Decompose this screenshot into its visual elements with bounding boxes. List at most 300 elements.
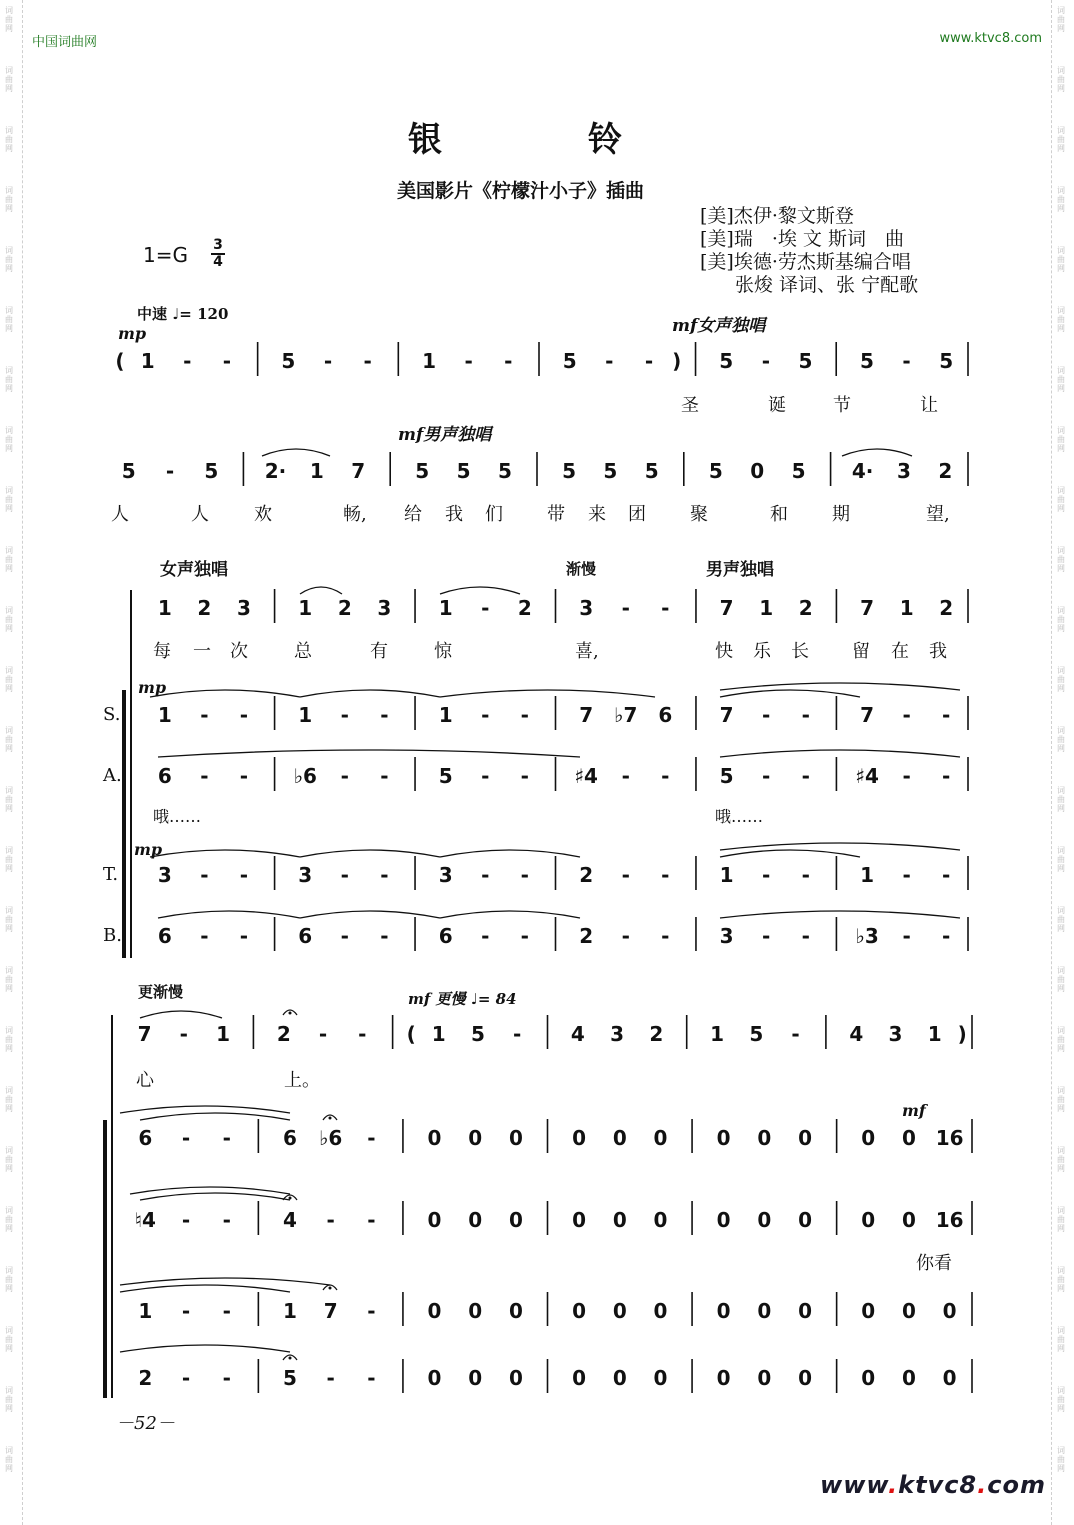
tie-arc <box>158 750 580 757</box>
margin-watermark-text: 词曲网 <box>5 486 13 513</box>
system2-note: 1 <box>309 459 324 483</box>
tenor-note: 0 <box>468 1299 483 1323</box>
soprano-note: 6 <box>138 1126 153 1150</box>
tie-arc <box>720 850 860 857</box>
system3-solo-note: 2 <box>939 596 954 620</box>
system4-solo-note: - <box>318 1022 328 1046</box>
margin-watermark-text: 词曲网 <box>1057 1146 1065 1173</box>
system1-note: 5 <box>562 349 577 373</box>
margin-watermark-text: 词曲网 <box>5 246 13 273</box>
bass-note: 0 <box>861 1366 876 1390</box>
tenor-note: - <box>942 863 951 887</box>
lyric: 畅, <box>343 504 367 525</box>
tie-arc <box>140 1113 290 1120</box>
bass-note: - <box>181 1366 191 1390</box>
margin-watermark-text: 词曲网 <box>5 546 13 573</box>
bass-note: 6 <box>157 924 172 948</box>
tenor-note: - <box>340 863 349 887</box>
margin-watermark-text: 词曲网 <box>5 366 13 393</box>
tie-arc <box>720 750 960 757</box>
soprano-note: 0 <box>861 1126 876 1150</box>
lyric: 带 <box>547 504 565 525</box>
bass-note: - <box>762 924 771 948</box>
tenor-note: 3 <box>157 863 172 887</box>
bass-note: 0 <box>612 1366 627 1390</box>
margin-watermark-text: 词曲网 <box>5 846 13 873</box>
system2-note: 5 <box>204 459 219 483</box>
fermata-dot <box>289 1197 292 1200</box>
margin-watermark-text: 词曲网 <box>5 1206 13 1233</box>
system2-note: - <box>165 459 175 483</box>
system3-solo-note: 3 <box>579 596 594 620</box>
tenor-note: 0 <box>942 1299 957 1323</box>
system1-note: 1 <box>422 349 436 373</box>
margin-watermark-text: 词曲网 <box>1057 726 1065 753</box>
tie-arc <box>440 850 580 857</box>
tenor-note: - <box>661 863 670 887</box>
margin-watermark-text: 词曲网 <box>1057 126 1065 153</box>
cue-female-solo: mf女声独唱 <box>672 316 766 336</box>
system1-note: - <box>902 349 911 373</box>
system4-solo-note: ) <box>957 1022 967 1046</box>
tenor-note: - <box>801 863 810 887</box>
page-number: －52－ <box>116 1413 175 1434</box>
margin-watermark-text: 词曲网 <box>5 1446 13 1473</box>
soprano-note: ♭6 <box>318 1126 343 1150</box>
margin-watermark-text: 词曲网 <box>5 1026 13 1053</box>
system1-note: ( <box>115 349 125 373</box>
tenor-note: - <box>200 863 209 887</box>
bass-note: 0 <box>716 1366 731 1390</box>
system3-solo-note: 2 <box>337 596 352 620</box>
tenor-note: - <box>367 1299 376 1323</box>
lyric: 心 <box>136 1070 154 1091</box>
tenor-note: 1 <box>719 863 734 887</box>
tenor-note: 2 <box>579 863 594 887</box>
system4-solo-note: 1 <box>431 1022 446 1046</box>
lyric: 快 <box>715 641 733 662</box>
soprano-note: 0 <box>572 1126 587 1150</box>
alto-note: 0 <box>716 1208 731 1232</box>
margin-watermark-text: 词曲网 <box>5 6 13 33</box>
system2-note: 5 <box>708 459 723 483</box>
lyric: 团 <box>628 504 646 525</box>
margin-watermark-text: 词曲网 <box>1057 846 1065 873</box>
bass-note: 3 <box>719 924 734 948</box>
alto-note: - <box>902 764 911 788</box>
system3-solo-note: 1 <box>759 596 774 620</box>
bass-note: 6 <box>438 924 453 948</box>
system3-solo-note: 7 <box>719 596 734 620</box>
lyric: 喜, <box>575 641 599 662</box>
lyric: 一 <box>193 641 211 662</box>
system1-note: - <box>323 349 333 373</box>
system4-solo-note: 1 <box>216 1022 230 1046</box>
bass-note: 6 <box>298 924 313 948</box>
margin-watermark-text: 词曲网 <box>5 786 13 813</box>
lyric: 人 <box>191 504 209 525</box>
tie-arc <box>720 690 860 697</box>
lyric: 欢 <box>254 504 272 525</box>
margin-watermark-text: 词曲网 <box>1057 1326 1065 1353</box>
margin-watermark-text: 词曲网 <box>5 1146 13 1173</box>
bass-note: 0 <box>757 1366 772 1390</box>
tie-arc <box>120 1106 290 1113</box>
alto-note: 0 <box>798 1208 813 1232</box>
bass-note: 0 <box>798 1366 813 1390</box>
lyric: 聚 <box>690 504 708 525</box>
cue-female-solo-2: 女声独唱 <box>160 560 228 580</box>
system2-note: 0 <box>750 459 765 483</box>
tenor-note: 0 <box>901 1299 916 1323</box>
alto-note: - <box>222 1208 231 1232</box>
alto-note: ♯4 <box>574 764 598 788</box>
song-subtitle: 美国影片《柠檬汁小子》插曲 <box>397 180 645 202</box>
bass-note: 2 <box>138 1366 153 1390</box>
system3-solo-note: 2 <box>517 596 532 620</box>
system3-solo-note: 3 <box>377 596 392 620</box>
cue-male-solo: mf男声独唱 <box>398 425 492 445</box>
system3-solo-note: 1 <box>899 596 914 620</box>
lyric: 们 <box>485 504 503 525</box>
alto-note: - <box>520 764 529 788</box>
soprano-note: 1 <box>438 703 453 727</box>
tenor-note: - <box>520 863 529 887</box>
lyric: 每 <box>153 641 171 662</box>
system2-note: 4· <box>851 459 874 483</box>
bass-note: 0 <box>572 1366 587 1390</box>
alto-note: 0 <box>572 1208 587 1232</box>
system2-note: 3 <box>897 459 911 483</box>
credit-line-1: [美]杰伊·黎文斯登 <box>700 205 854 227</box>
tempo-marking: 中速 ♩= 120 <box>137 305 229 323</box>
alto-note: 0 <box>861 1208 876 1232</box>
alto-note: 0 <box>612 1208 627 1232</box>
tenor-note: 1 <box>860 863 875 887</box>
tie-arc <box>300 911 440 918</box>
lyric: 总 <box>294 641 312 662</box>
soprano-note: - <box>367 1126 376 1150</box>
system4-solo-note: 4 <box>849 1022 864 1046</box>
soprano-note: - <box>181 1126 191 1150</box>
tie-arc <box>720 683 960 690</box>
margin-watermark-text: 词曲网 <box>5 606 13 633</box>
bass-note: - <box>520 924 529 948</box>
system2-note: 5 <box>644 459 659 483</box>
tie-arc <box>120 1345 290 1352</box>
system4-solo-note: 2 <box>649 1022 664 1046</box>
bass-note: ♭3 <box>855 924 879 948</box>
lyric: 给 <box>404 504 422 525</box>
bass-note: - <box>380 924 389 948</box>
lyric: 望, <box>926 504 950 525</box>
soprano-note: 6 <box>658 703 673 727</box>
soprano-note: ♭7 <box>614 703 638 727</box>
tenor-note: 0 <box>716 1299 731 1323</box>
margin-watermark-text: 词曲网 <box>1057 426 1065 453</box>
margin-watermark-text: 词曲网 <box>1057 66 1065 93</box>
margin-watermark-text: 词曲网 <box>5 966 13 993</box>
tie-arc <box>440 911 580 918</box>
alto-note: 0 <box>468 1208 483 1232</box>
margin-watermark-text: 词曲网 <box>1057 366 1065 393</box>
tenor-note: 0 <box>757 1299 772 1323</box>
margin-watermark-text: 词曲网 <box>5 126 13 153</box>
fermata-dot <box>289 1012 292 1015</box>
soprano-note: 16 <box>935 1126 964 1150</box>
tie-arc <box>140 1193 290 1200</box>
system1-note: - <box>222 349 232 373</box>
lyric: 长 <box>791 641 809 662</box>
bass-note: - <box>902 924 911 948</box>
soprano-note: 7 <box>860 703 875 727</box>
bass-note: - <box>239 924 249 948</box>
alto-note: - <box>942 764 951 788</box>
soprano-note: - <box>520 703 529 727</box>
bass-note: 0 <box>427 1366 442 1390</box>
system3-solo-note: - <box>481 596 490 620</box>
tie-arc <box>300 850 440 857</box>
soprano-note: - <box>380 703 389 727</box>
tenor-note: - <box>621 863 630 887</box>
margin-watermark-text: 词曲网 <box>1057 306 1065 333</box>
bass-note: 0 <box>653 1366 668 1390</box>
system4-solo-note: - <box>512 1022 522 1046</box>
bass-note: - <box>222 1366 231 1390</box>
lyric: 期 <box>832 504 850 525</box>
system1-note: - <box>644 349 654 373</box>
soprano-note: 0 <box>427 1126 442 1150</box>
alto-note: ♯4 <box>855 764 879 788</box>
tenor-note: 0 <box>612 1299 627 1323</box>
key-signature: 1=G <box>143 243 188 267</box>
alto-note: 0 <box>901 1208 916 1232</box>
alto-note: - <box>481 764 490 788</box>
lyric: 上。 <box>284 1070 320 1091</box>
soprano-note: 0 <box>508 1126 523 1150</box>
dynamic-mp-soprano: mp <box>138 678 167 697</box>
system3-solo-note: 2 <box>197 596 212 620</box>
bass-note: 0 <box>901 1366 916 1390</box>
system4-solo-note: 2 <box>276 1022 291 1046</box>
system1-note: - <box>504 349 513 373</box>
alto-note: - <box>200 764 209 788</box>
margin-watermark-text: 词曲网 <box>1057 1206 1065 1233</box>
margin-watermark-text: 词曲网 <box>5 1326 13 1353</box>
lyric: 惊 <box>434 641 452 662</box>
tie-arc <box>720 843 960 850</box>
margin-watermark-text: 词曲网 <box>5 906 13 933</box>
tenor-note: - <box>239 863 249 887</box>
system1-note: ) <box>672 349 682 373</box>
system3-solo-note: 7 <box>860 596 875 620</box>
tenor-note: - <box>222 1299 231 1323</box>
margin-watermark-text: 词曲网 <box>5 426 13 453</box>
cue-more-ritardando: 更渐慢 <box>138 983 184 1001</box>
alto-note: - <box>801 764 810 788</box>
soprano-note: - <box>200 703 209 727</box>
tenor-note: 3 <box>298 863 313 887</box>
lyric: 诞 <box>768 395 786 416</box>
soprano-note: 6 <box>282 1126 297 1150</box>
system3-solo-note: 2 <box>798 596 813 620</box>
alto-note: 4 <box>282 1208 297 1232</box>
bass-note: 0 <box>942 1366 957 1390</box>
tie-arc <box>720 911 960 918</box>
bass-note: - <box>661 924 670 948</box>
alto-note: - <box>661 764 670 788</box>
lyric: 人 <box>111 504 129 525</box>
alto-note: - <box>239 764 249 788</box>
system1-note: 1 <box>140 349 155 373</box>
system1-note: - <box>605 349 614 373</box>
system2-note: 5 <box>791 459 806 483</box>
alto-note: - <box>326 1208 335 1232</box>
fermata-dot <box>289 1357 292 1360</box>
tie-arc <box>300 587 342 594</box>
alto-note: - <box>367 1208 376 1232</box>
lyric-oh: 哦…… <box>153 807 202 826</box>
tenor-note: 3 <box>438 863 453 887</box>
alto-note: 5 <box>438 764 453 788</box>
tie-arc <box>262 449 330 456</box>
tie-arc <box>300 690 440 697</box>
system4-solo-note: 3 <box>888 1022 903 1046</box>
tie-arc <box>120 1285 290 1292</box>
margin-watermark-text: 词曲网 <box>5 666 13 693</box>
soprano-note: - <box>762 703 771 727</box>
soprano-note: 0 <box>612 1126 627 1150</box>
margin-watermark-text: 词曲网 <box>1057 1086 1065 1113</box>
system2-note: 5 <box>562 459 577 483</box>
tie-arc <box>440 690 655 697</box>
tenor-note: 1 <box>138 1299 153 1323</box>
system4-solo-note: 1 <box>927 1022 942 1046</box>
system4-solo-note: 5 <box>470 1022 485 1046</box>
bass-note: - <box>481 924 490 948</box>
system2-note: 5 <box>121 459 136 483</box>
margin-watermark-text: 词曲网 <box>1057 1026 1065 1053</box>
system4-solo-note: - <box>791 1022 800 1046</box>
soprano-note: 0 <box>468 1126 483 1150</box>
bass-note: - <box>801 924 810 948</box>
margin-watermark-text: 词曲网 <box>1057 906 1065 933</box>
time-signature-bottom: 4 <box>213 254 223 270</box>
time-signature-top: 3 <box>213 237 223 253</box>
fermata-dot <box>329 1287 332 1290</box>
lyric: 我 <box>929 641 947 662</box>
tenor-note: 0 <box>508 1299 523 1323</box>
margin-watermark-text: 词曲网 <box>5 66 13 93</box>
alto-note: - <box>762 764 771 788</box>
system3-solo-note: - <box>621 596 630 620</box>
lyric: 来 <box>588 504 606 525</box>
lyric: 乐 <box>753 641 771 662</box>
lyric: 有 <box>370 641 388 662</box>
margin-watermark-text: 词曲网 <box>5 726 13 753</box>
margin-watermark-text: 词曲网 <box>5 1386 13 1413</box>
alto-note: 0 <box>508 1208 523 1232</box>
credit-line-2: [美]瑞 ·埃 文 斯词 曲 <box>700 228 904 250</box>
tenor-note: 0 <box>653 1299 668 1323</box>
margin-watermark-text: 词曲网 <box>5 1086 13 1113</box>
margin-watermark-text: 词曲网 <box>1057 1386 1065 1413</box>
margin-watermark-text: 词曲网 <box>5 1266 13 1293</box>
system1-note: - <box>464 349 473 373</box>
margin-watermark-text: 词曲网 <box>1057 186 1065 213</box>
lyric: 让 <box>920 395 938 416</box>
lyric-ni-kan: 你看 <box>916 1253 952 1274</box>
system2-note: 5 <box>415 459 430 483</box>
system3-solo-note: 1 <box>298 596 313 620</box>
soprano-note: 1 <box>298 703 313 727</box>
margin-watermark-text: 词曲网 <box>1057 786 1065 813</box>
system2-note: 2 <box>938 459 953 483</box>
bass-note: 0 <box>508 1366 523 1390</box>
lyric: 留 <box>852 641 870 662</box>
bass-note: - <box>621 924 630 948</box>
system1-note: 5 <box>939 349 954 373</box>
alto-note: ♮4 <box>134 1208 156 1232</box>
tie-arc <box>120 1278 330 1285</box>
system4-solo-note: - <box>358 1022 367 1046</box>
tempo-change: mf 更慢 ♩= 84 <box>408 990 517 1008</box>
soprano-note: - <box>222 1126 231 1150</box>
tenor-note: 7 <box>323 1299 338 1323</box>
song-title: 银 铃 <box>408 120 624 160</box>
watermark-logo: www.ktvc8.com <box>820 1471 1046 1499</box>
alto-note: 16 <box>935 1208 964 1232</box>
tie-arc <box>440 587 520 594</box>
tenor-note: 0 <box>861 1299 876 1323</box>
tenor-note: - <box>380 863 389 887</box>
system3-solo-note: 3 <box>236 596 251 620</box>
lyric-oh: 哦…… <box>715 807 764 826</box>
site-url-header[interactable]: www.ktvc8.com <box>939 31 1042 46</box>
dynamic-mp: mp <box>118 324 147 343</box>
system1-note: 5 <box>281 349 296 373</box>
voice-label-bass: B. <box>103 925 122 946</box>
margin-watermark-text: 词曲网 <box>1057 486 1065 513</box>
margin-watermark-text: 词曲网 <box>1057 6 1065 33</box>
system3-solo-note: - <box>661 596 670 620</box>
margin-watermark-text: 词曲网 <box>1057 246 1065 273</box>
soprano-note: - <box>801 703 810 727</box>
voice-label-alto: A. <box>103 765 122 786</box>
system4-solo-note: 7 <box>137 1022 152 1046</box>
soprano-note: - <box>942 703 951 727</box>
soprano-note: 0 <box>757 1126 772 1150</box>
soprano-note: 0 <box>716 1126 731 1150</box>
credit-line-4: 张焌 译词、张 宁配歌 <box>735 274 919 296</box>
site-name-header[interactable]: 中国词曲网 <box>32 35 98 50</box>
system3-solo-note: 1 <box>157 596 172 620</box>
system4-solo-note: 1 <box>710 1022 725 1046</box>
bass-note: 5 <box>282 1366 297 1390</box>
margin-watermark-text: 词曲网 <box>1057 1266 1065 1293</box>
system1-note: 5 <box>719 349 734 373</box>
system4-solo-note: - <box>179 1022 188 1046</box>
system1-note: - <box>761 349 771 373</box>
bass-note: - <box>200 924 209 948</box>
tenor-note: - <box>181 1299 191 1323</box>
lyric: 次 <box>230 641 248 662</box>
soprano-note: - <box>239 703 249 727</box>
lyric: 和 <box>770 504 788 525</box>
margin-watermark-text: 词曲网 <box>5 306 13 333</box>
alto-note: 6 <box>157 764 172 788</box>
fermata-dot <box>329 1117 332 1120</box>
